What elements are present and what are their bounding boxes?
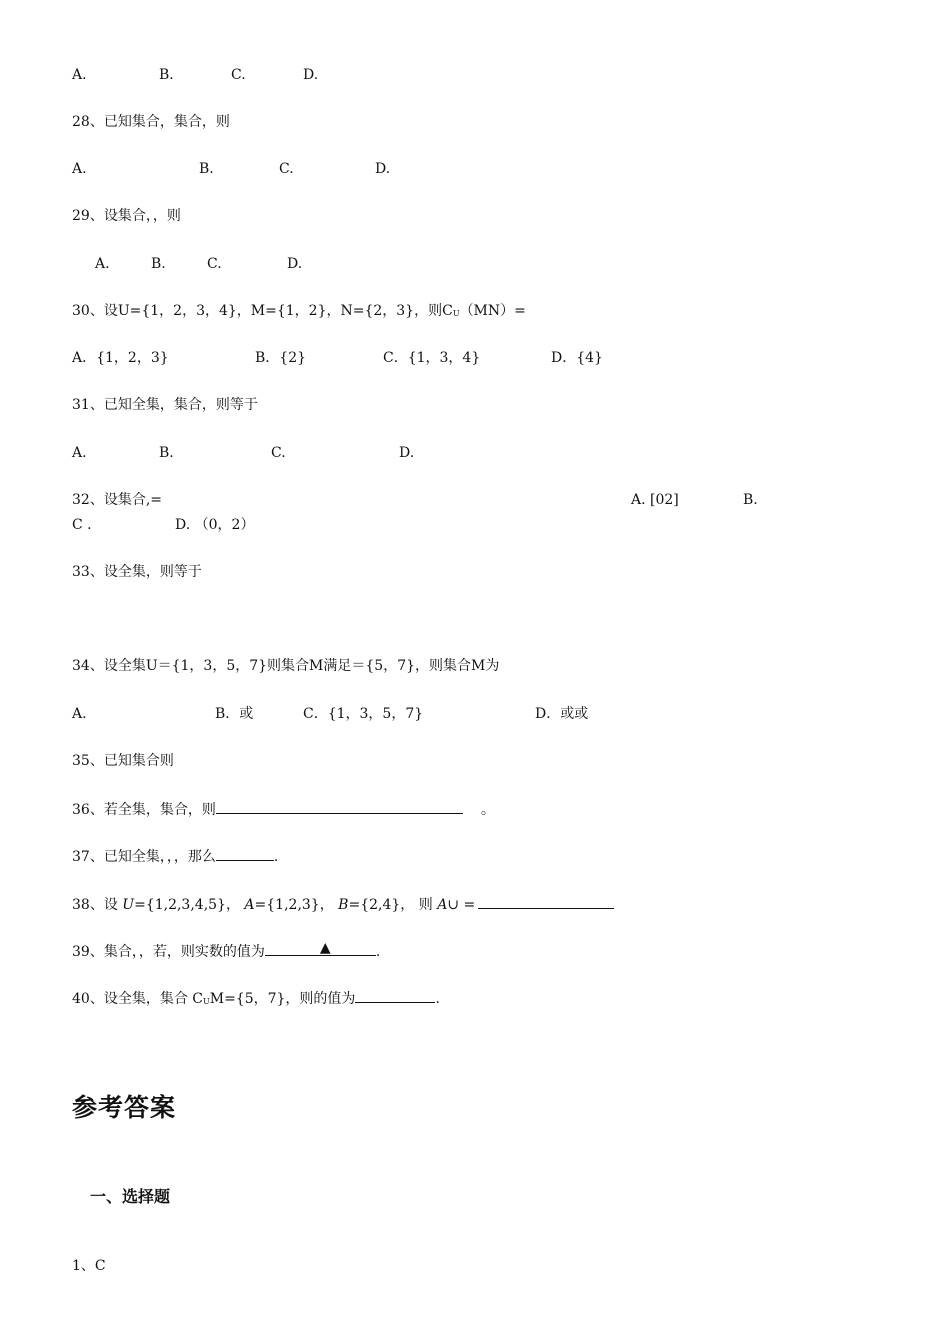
q40-stem-prefix: 40、设全集，集合 C bbox=[72, 991, 203, 1007]
q30-option-c: C．{1，3，4} bbox=[383, 350, 481, 366]
q30-option-b: B．{2} bbox=[255, 350, 307, 366]
q30-option-a: A．{1，2，3} bbox=[72, 350, 169, 366]
q38-text-1: 38、设 bbox=[72, 897, 123, 913]
q40-tail: . bbox=[435, 991, 440, 1007]
q30-stem-prefix: 30、设U={1，2，3，4}，M={1，2}，N={2，3}，则C bbox=[72, 303, 453, 319]
q28-stem: 28、已知集合，集合，则 bbox=[72, 114, 230, 130]
q32-option-a: A. [02] bbox=[631, 492, 679, 508]
q29-option-b: B. bbox=[151, 256, 166, 272]
q40-answer-blank bbox=[355, 988, 435, 1003]
q36-answer-blank bbox=[216, 799, 463, 814]
q34-option-c: C．{1，3，5，7} bbox=[303, 706, 424, 722]
q36-stem: 36、若全集，集合，则 bbox=[72, 802, 216, 818]
q38-answer-blank bbox=[478, 894, 614, 909]
q37-line bbox=[72, 846, 278, 866]
q38-set-a-2: A bbox=[437, 897, 448, 913]
q38-text-2: ={1,2,3,4,5}， bbox=[134, 897, 245, 913]
answer-1: 1、C bbox=[72, 1258, 106, 1274]
q34-stem: 34、设全集U＝{1，3，5，7}则集合M满足＝{5，7}，则集合M为 bbox=[72, 658, 500, 674]
q36-tail: 。 bbox=[480, 802, 495, 818]
q40-line bbox=[72, 988, 440, 1011]
q28-option-a: A. bbox=[72, 161, 87, 177]
q39-answer-blank bbox=[265, 941, 376, 956]
answers-title: 参考答案 bbox=[72, 1093, 177, 1122]
q39-stem: 39、集合，，若，则实数的值为 bbox=[72, 944, 265, 960]
q27-option-a: A. bbox=[72, 67, 87, 83]
q30-stem-subscript: U bbox=[452, 309, 460, 318]
q38-text-4: ={2,4}， 则 bbox=[348, 897, 438, 913]
q40-stem-subscript: U bbox=[202, 997, 210, 1006]
q29-option-a: A. bbox=[95, 256, 110, 272]
q35-stem: 35、已知集合则 bbox=[72, 753, 174, 769]
q32-option-b: B. bbox=[743, 492, 758, 508]
q40-stem-suffix: M={5，7}，则的值为 bbox=[209, 991, 356, 1007]
q36-line bbox=[72, 799, 495, 819]
q30-stem bbox=[72, 302, 526, 323]
q39-tail: . bbox=[375, 944, 381, 960]
q33-stem: 33、设全集，则等于 bbox=[72, 564, 202, 580]
q31-stem: 31、已知全集，集合，则等于 bbox=[72, 397, 258, 413]
q31-option-a: A. bbox=[72, 445, 87, 461]
q29-option-c: C. bbox=[207, 256, 222, 272]
q28-option-d: D. bbox=[375, 161, 391, 177]
answers-section-heading: 一、选择题 bbox=[90, 1187, 171, 1206]
q34-option-a: A. bbox=[72, 706, 87, 722]
triangle-marker-icon: ▲ bbox=[319, 940, 331, 956]
q37-stem: 37、已知全集，，，那么 bbox=[72, 849, 216, 865]
q30-option-d: D．{4} bbox=[551, 350, 603, 366]
q34-option-d: D．或或 bbox=[535, 706, 589, 722]
q38-set-b: B bbox=[338, 897, 349, 913]
q39-line bbox=[72, 941, 380, 961]
q38-text-3: ={1,2,3}， bbox=[254, 897, 339, 913]
q32-option-c: C . bbox=[72, 517, 92, 533]
q32-stem: 32、设集合,= bbox=[72, 492, 162, 508]
q28-option-b: B. bbox=[199, 161, 214, 177]
q38-text-5: ∪ = bbox=[447, 897, 476, 913]
q32-option-d: D. （0，2） bbox=[175, 517, 255, 533]
q31-option-d: D. bbox=[399, 445, 415, 461]
q37-answer-blank bbox=[216, 846, 274, 861]
q31-option-c: C. bbox=[271, 445, 286, 461]
q31-option-b: B. bbox=[159, 445, 174, 461]
q38-set-u: U bbox=[122, 897, 135, 913]
q27-option-c: C. bbox=[231, 67, 246, 83]
q38-set-a: A bbox=[244, 897, 255, 913]
q29-stem: 29、设集合，，则 bbox=[72, 208, 181, 224]
q30-stem-suffix: （MN）= bbox=[459, 303, 526, 319]
q27-option-b: B. bbox=[159, 67, 174, 83]
q28-option-c: C. bbox=[279, 161, 294, 177]
q34-option-b: B．或 bbox=[215, 706, 254, 722]
q27-option-d: D. bbox=[303, 67, 319, 83]
q37-tail: . bbox=[273, 849, 279, 865]
q29-option-d: D. bbox=[287, 256, 303, 272]
q38-line bbox=[72, 894, 614, 914]
